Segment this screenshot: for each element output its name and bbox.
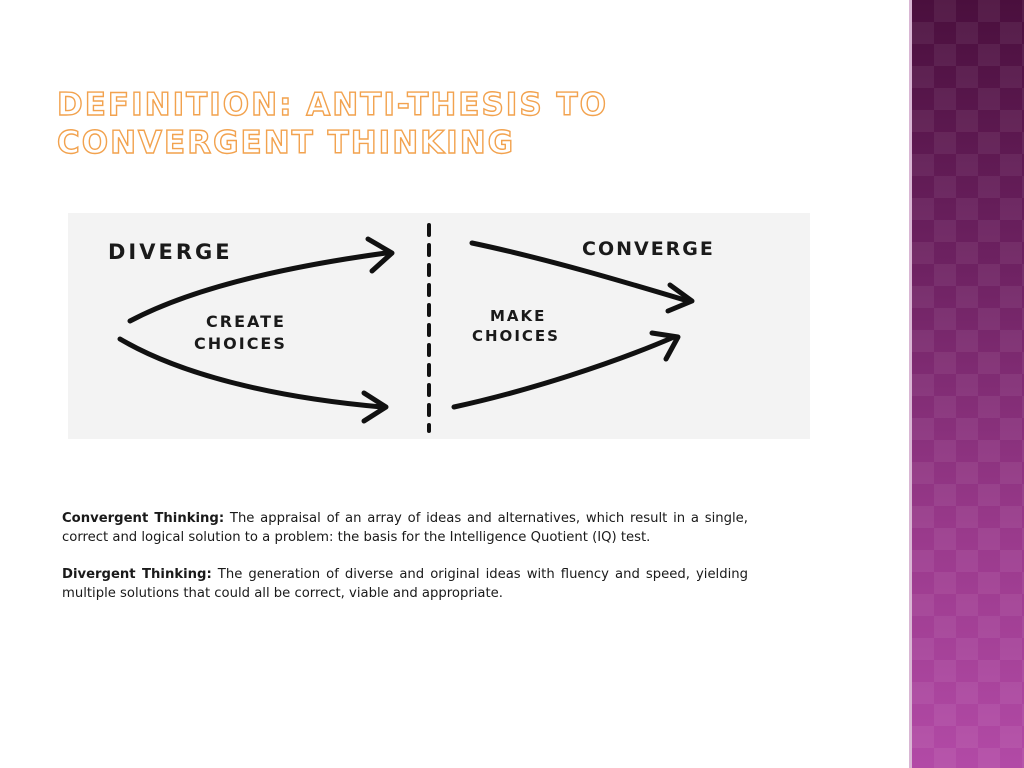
make-choices-label-line2: CHOICES	[472, 327, 560, 345]
diagram-drawing	[68, 213, 810, 439]
create-choices-label-line1: CREATE	[206, 312, 286, 331]
diverge-label: DIVERGE	[108, 240, 233, 264]
convergent-definition	[62, 509, 748, 547]
converge-label: CONVERGE	[582, 238, 715, 260]
make-choices-label-line1: MAKE	[490, 307, 547, 325]
divergent-text: The generation of diverse and original ideas with fluency and speed, yielding multiple solutions that could all be correct, viable and appropriate.	[62, 567, 748, 601]
converge-lower-arrow	[454, 337, 674, 407]
divergent-term: Divergent Thinking:	[62, 567, 212, 582]
divergent-definition	[62, 565, 748, 603]
decorative-sidebar	[912, 0, 1024, 768]
convergent-text: The appraisal of an array of ideas and alternatives, which result in a single, correct and logical solution to a problem: the basis for the Intelligence Quotient (IQ) test.	[62, 511, 748, 545]
definitions-body	[62, 509, 748, 621]
convergent-term: Convergent Thinking:	[62, 511, 225, 526]
diverge-converge-diagram	[68, 213, 810, 439]
create-choices-label-line2: CHOICES	[194, 334, 287, 353]
slide-title: DEFINITION: ANTI-THESIS TO CONVERGENT THINKING	[57, 87, 608, 161]
